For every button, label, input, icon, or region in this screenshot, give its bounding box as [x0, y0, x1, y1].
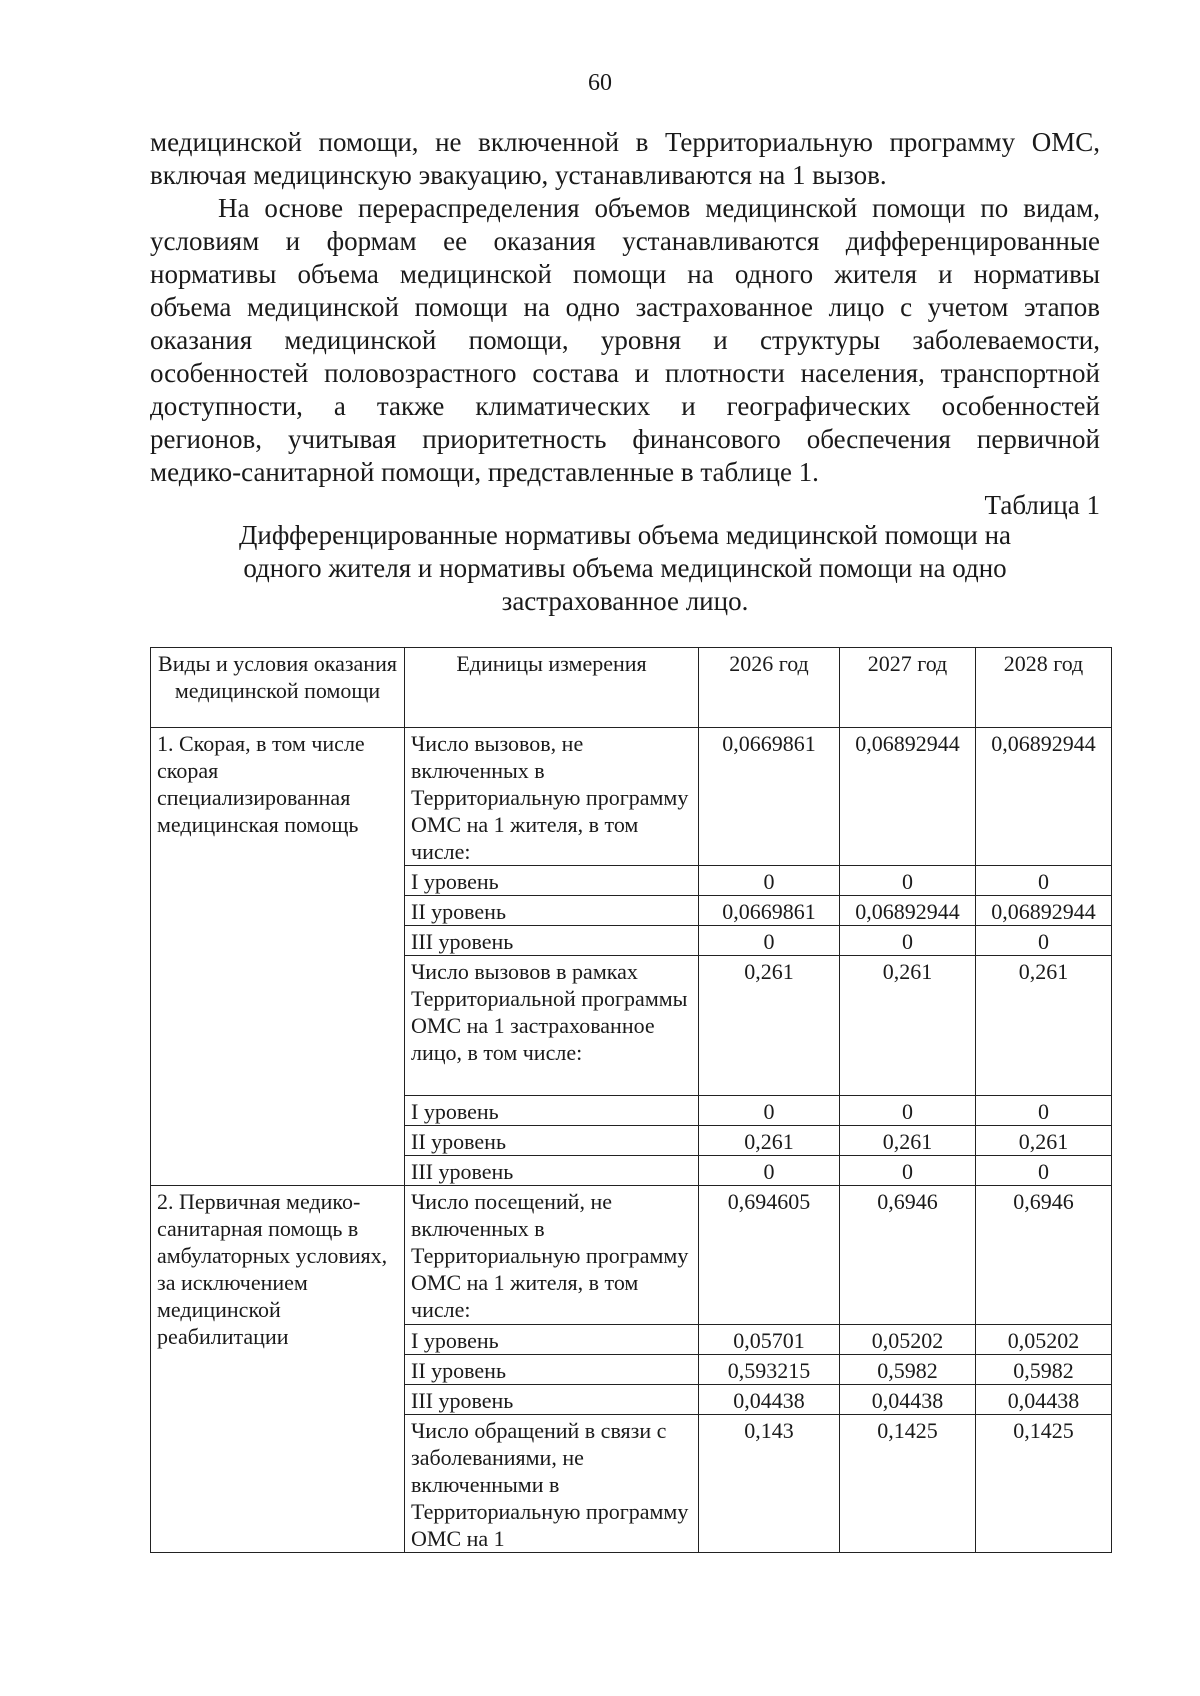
- value-2028: 0,05202: [976, 1325, 1112, 1355]
- value-2028: 0,261: [976, 1126, 1112, 1156]
- text-line: медико-санитарной помощи, представленные в таблице 1.: [150, 457, 819, 487]
- unit-cell: II уровень: [405, 1355, 699, 1385]
- value-2026: 0,694605: [699, 1186, 840, 1325]
- text-line: доступности, а также климатических и географических особенностей: [150, 391, 1100, 421]
- value-2027: 0,06892944: [840, 896, 976, 926]
- unit-cell: III уровень: [405, 1156, 699, 1186]
- value-2027: 0: [840, 866, 976, 896]
- table-title-line: одного жителя и нормативы объема медицинской помощи на одно: [243, 553, 1007, 583]
- text-line: медицинской помощи, не включенной в Территориальную программу ОМС,: [150, 127, 1100, 157]
- value-2026: 0: [699, 1156, 840, 1186]
- value-2028: 0: [976, 926, 1112, 956]
- unit-cell: I уровень: [405, 1325, 699, 1355]
- value-2026: 0,261: [699, 1126, 840, 1156]
- page-number: 60: [588, 70, 612, 96]
- unit-cell: III уровень: [405, 1385, 699, 1415]
- body-text: [150, 126, 1100, 522]
- value-2027: 0: [840, 1096, 976, 1126]
- group-label-emergency: 1. Скорая, в том числе скорая специализированная медицинская помощь: [151, 728, 405, 1186]
- value-2027: 0: [840, 1156, 976, 1186]
- value-2026: 0,143: [699, 1415, 840, 1553]
- value-2027: 0,261: [840, 1126, 976, 1156]
- value-2028: 0,261: [976, 956, 1112, 1096]
- table-title: [150, 519, 1100, 618]
- norms-table: [150, 647, 1112, 1553]
- text-line: оказания медицинской помощи, уровня и структуры заболеваемости,: [150, 325, 1100, 355]
- value-2026: 0: [699, 866, 840, 896]
- unit-cell: I уровень: [405, 866, 699, 896]
- value-2026: 0,04438: [699, 1385, 840, 1415]
- unit-cell: Число вызовов, не включенных в Территориальную программу ОМС на 1 жителя, в том числе:: [405, 728, 699, 866]
- unit-cell: III уровень: [405, 926, 699, 956]
- value-2026: 0,593215: [699, 1355, 840, 1385]
- value-2027: 0,04438: [840, 1385, 976, 1415]
- value-2028: 0,04438: [976, 1385, 1112, 1415]
- value-2027: 0,5982: [840, 1355, 976, 1385]
- text-line: нормативы объема медицинской помощи на одного жителя и нормативы: [150, 259, 1100, 289]
- value-2026: 0: [699, 926, 840, 956]
- value-2028: 0: [976, 866, 1112, 896]
- table-row: [151, 1186, 1112, 1325]
- value-2026: 0,0669861: [699, 728, 840, 866]
- value-2028: 0,06892944: [976, 728, 1112, 866]
- text-line: объема медицинской помощи на одно застрахованное лицо с учетом этапов: [150, 292, 1100, 322]
- value-2028: 0,6946: [976, 1186, 1112, 1325]
- value-2027: 0,06892944: [840, 728, 976, 866]
- text-line: особенностей половозрастного состава и плотности населения, транспортной: [150, 358, 1100, 388]
- table-title-line: Дифференцированные нормативы объема медицинской помощи на: [238, 520, 1012, 550]
- value-2026: 0,0669861: [699, 896, 840, 926]
- value-2027: 0,6946: [840, 1186, 976, 1325]
- value-2027: 0,261: [840, 956, 976, 1096]
- header-cell: Единицы измерения: [405, 648, 699, 728]
- table-row: [151, 728, 1112, 866]
- value-2026: 0,05701: [699, 1325, 840, 1355]
- unit-cell: Число обращений в связи с заболеваниями, не включенными в Территориальную программу ОМС на 1: [405, 1415, 699, 1553]
- value-2026: 0,261: [699, 956, 840, 1096]
- value-2028: 0: [976, 1156, 1112, 1186]
- unit-cell: II уровень: [405, 1126, 699, 1156]
- value-2026: 0: [699, 1096, 840, 1126]
- header-cell: Виды и условия оказания медицинской помощи: [151, 648, 405, 728]
- value-2027: 0,1425: [840, 1415, 976, 1553]
- text-line: включая медицинскую эвакуацию, устанавливаются на 1 вызов.: [150, 160, 887, 190]
- value-2027: 0,05202: [840, 1325, 976, 1355]
- unit-cell: Число вызовов в рамках Территориальной программы ОМС на 1 застрахованное лицо, в том числе:: [405, 956, 699, 1096]
- group-label-primary-care: 2. Первичная медико-санитарная помощь в амбулаторных условиях, за исключением медицинской реабилитации: [151, 1186, 405, 1553]
- value-2028: 0,06892944: [976, 896, 1112, 926]
- value-2028: 0,1425: [976, 1415, 1112, 1553]
- table-title-line: застрахованное лицо.: [501, 586, 749, 616]
- text-line: регионов, учитывая приоритетность финансового обеспечения первичной: [150, 424, 1100, 454]
- header-cell: 2028 год: [976, 648, 1112, 728]
- table-header-row: [151, 648, 1112, 728]
- table-label: Таблица 1: [984, 490, 1100, 520]
- unit-cell: I уровень: [405, 1096, 699, 1126]
- unit-cell: Число посещений, не включенных в Территориальную программу ОМС на 1 жителя, в том числе:: [405, 1186, 699, 1325]
- text-line: условиям и формам ее оказания устанавливаются дифференцированные: [150, 226, 1100, 256]
- text-line: На основе перераспределения объемов медицинской помощи по видам,: [218, 193, 1100, 223]
- value-2028: 0: [976, 1096, 1112, 1126]
- header-cell: 2027 год: [840, 648, 976, 728]
- value-2027: 0: [840, 926, 976, 956]
- header-cell: 2026 год: [699, 648, 840, 728]
- value-2028: 0,5982: [976, 1355, 1112, 1385]
- unit-cell: II уровень: [405, 896, 699, 926]
